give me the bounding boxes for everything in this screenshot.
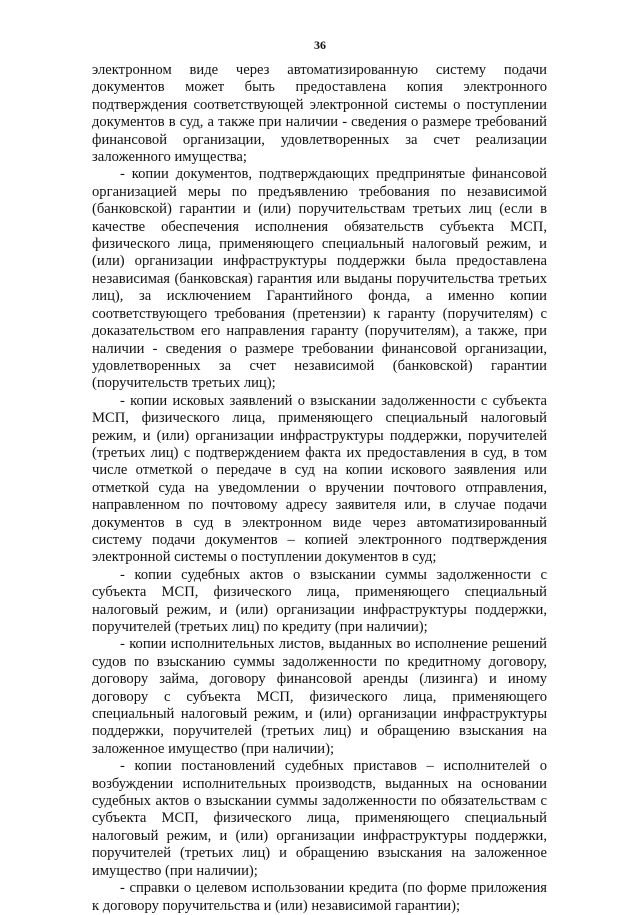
list-item: - справки о целевом использовании кредита (по форме приложения к договору поручительства и (или) независимой гарантии); [92, 880, 547, 914]
list-item: - копии постановлений судебных приставов – исполнителей о возбуждении исполнительных производств, выданных на основании судебных актов о взыскании суммы задолженности по обязательствам с субъекта МСП, физического лица, применяющего специальный налоговый режим, и (или) организации инфраструктуры поддержки, поручителей (третьих лиц) и обращению взыскания на заложенное имущество (при наличии); [92, 758, 547, 879]
list-item: - копии исковых заявлений о взыскании задолженности с субъекта МСП, физического лица, применяющего специальный налоговый режим, и (или) организации инфраструктуры поддержки, поручителей (третьих лиц) с подтверждением факта их предоставления в суд, в том числе отметкой о передаче в суд на копии искового заявления или отметкой суда на уведомлении о вручении почтового отправления, направленном по почтовому адресу заявителя или, в случае подачи документов в суд в электронном виде через автоматизированный систему подачи документов – копией электронного подтверждения электронной системы о поступлении документов в суд; [92, 392, 547, 566]
document-body [92, 62, 547, 915]
paragraph-continuation: электронном виде через автоматизированную систему подачи документов может быть предоставлена копия электронного подтверждения соответствующей электронной системы о поступлении документов в суд, а также при наличии - сведения о размере требований финансовой организации, удовлетворенных за счет реализации заложенного имущества; [92, 62, 547, 166]
list-item: - копии судебных актов о взыскании суммы задолженности с субъекта МСП, физического лица, применяющего специальный налоговый режим, и (или) организации инфраструктуры поддержки, поручителей (третьих лиц) по кредиту (при наличии); [92, 566, 547, 635]
list-item: - копии исполнительных листов, выданных во исполнение решений судов по взысканию суммы задолженности по кредитному договору, договору займа, договору финансовой аренды (лизинга) и иному договору с субъекта МСП, физического лица, применяющего специальный налоговый режим, и (или) организации инфраструктуры поддержки, поручителей (третьих лиц) и обращению взыскания на заложенное имущество (при наличии); [92, 636, 547, 757]
list-item: - копии документов, подтверждающих предпринятые финансовой организацией меры по предъявлению требования по независимой (банковской) гарантии и (или) поручительствам третьих лиц (если в качестве обеспечения исполнения обязательств субъекта МСП, физического лица, применяющего специальный налоговый режим, и (или) организации инфраструктуры поддержки была предоставлена независимая (банковская) гарантия или выданы поручительства третьих лиц), за исключением Гарантийного фонда, а именно копии соответствующего требования (претензии) к гаранту (поручителям) с доказательством его направления гаранту (поручителям), а также, при наличии - сведения о размере требовании финансовой организации, удовлетворенных за счет независимой (банковской) гарантии (поручительств третьих лиц); [92, 166, 547, 392]
page-number: 36 [314, 38, 326, 52]
